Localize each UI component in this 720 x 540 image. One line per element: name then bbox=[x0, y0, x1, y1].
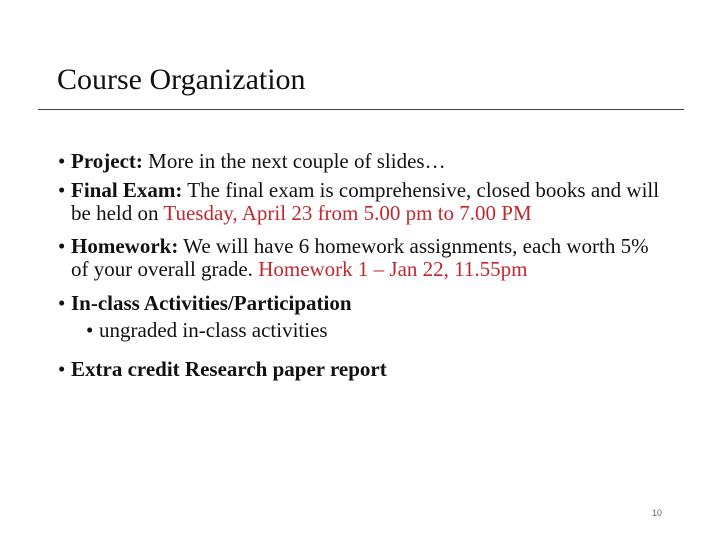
bullet-label-extra-credit: Extra credit Research paper report bbox=[71, 357, 387, 381]
bullet-glyph: • bbox=[58, 291, 66, 315]
bullet-glyph: • bbox=[86, 318, 94, 342]
bullet-glyph: • bbox=[58, 178, 66, 202]
bullet-project bbox=[58, 146, 668, 176]
sub-bullet-text: ungraded in-class activities bbox=[99, 318, 328, 342]
bullet-label-homework: Homework: bbox=[71, 234, 179, 258]
bullet-glyph: • bbox=[58, 234, 66, 258]
bullet-text-homework: We will have 6 homework assignments, each worth 5% of your overall grade. bbox=[71, 234, 649, 281]
bullet-glyph: • bbox=[58, 357, 66, 381]
bullet-final-exam bbox=[58, 179, 668, 225]
bullet-highlight-homework: Homework 1 – Jan 22, 11.55pm bbox=[258, 257, 528, 281]
bullet-label-participation: In-class Activities/Participation bbox=[71, 291, 352, 315]
bullet-extra-credit bbox=[58, 354, 668, 384]
bullet-participation bbox=[58, 291, 668, 315]
bullet-highlight-final-exam: Tuesday, April 23 from 5.00 pm to 7.00 PM bbox=[163, 201, 532, 225]
bullet-text-project: More in the next couple of slides… bbox=[142, 149, 446, 173]
bullet-label-project: Project: bbox=[71, 149, 143, 173]
bullet-label-final-exam: Final Exam: bbox=[71, 178, 183, 202]
sub-bullet-ungraded bbox=[86, 318, 668, 342]
title-divider bbox=[38, 109, 684, 110]
bullet-text-final-exam: The final exam is comprehensive, closed books and will be held on bbox=[71, 178, 660, 225]
slide-title: Course Organization bbox=[57, 63, 306, 96]
bullet-list bbox=[58, 146, 668, 387]
page-number: 10 bbox=[652, 508, 663, 518]
bullet-homework bbox=[58, 235, 668, 281]
bullet-glyph: • bbox=[58, 149, 66, 173]
